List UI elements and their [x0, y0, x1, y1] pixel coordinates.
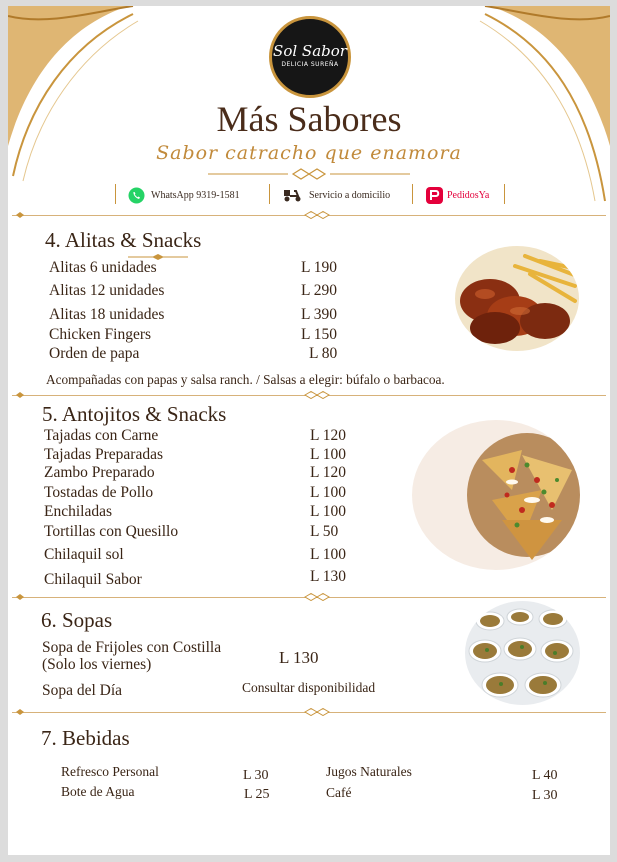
menu-item-name: Café	[326, 785, 352, 800]
menu-item-price: L 120	[310, 427, 347, 444]
menu-item-price: L 190	[301, 259, 338, 276]
menu-item-price: L 50	[310, 523, 339, 540]
scooter-icon	[283, 187, 303, 203]
menu-item-name: Sopa de Frijoles con Costilla	[42, 639, 222, 656]
ornament-icon	[304, 391, 330, 399]
menu-item-name: Jugos Naturales	[326, 764, 412, 779]
menu-page	[8, 6, 610, 855]
menu-item-name: Alitas 12 unidades	[49, 282, 165, 299]
soups-photo	[465, 601, 580, 705]
section-title-alitas: 4. Alitas & Snacks	[45, 228, 202, 252]
ornament-icon	[14, 593, 40, 601]
section-title-sopas: 6. Sopas	[41, 608, 113, 632]
menu-item-name: Enchiladas	[44, 503, 113, 520]
menu-item-price: L 130	[279, 648, 319, 667]
delivery-service	[283, 184, 390, 206]
menu-item-name: Tortillas con Quesillo	[44, 523, 179, 540]
whatsapp-contact[interactable]	[128, 184, 240, 206]
menu-item-name: Chilaquil Sabor	[44, 571, 142, 588]
delivery-label: Servicio a domicilio	[309, 189, 391, 201]
menu-item-name-note: (Solo los viernes)	[42, 656, 152, 673]
menu-item-price: L 290	[301, 282, 338, 299]
ornament-icon	[304, 593, 330, 601]
menu-item-name: Orden de papa	[49, 345, 140, 362]
section-title-bebidas: 7. Bebidas	[41, 726, 130, 750]
menu-item-price: L 100	[310, 503, 347, 520]
pedidosya-link[interactable]	[426, 184, 489, 206]
menu-item-price: L 150	[301, 326, 338, 343]
menu-item-price: L 30	[243, 768, 269, 783]
menu-item-price: L 390	[301, 306, 338, 323]
pedidosya-label: PedidosYa	[447, 189, 490, 201]
menu-item-name: Chilaquil sol	[44, 546, 124, 563]
ornament-icon	[208, 168, 410, 180]
contact-divider	[269, 184, 270, 204]
menu-item-name: Chicken Fingers	[49, 326, 152, 343]
ornament-icon	[14, 391, 40, 399]
menu-item-price: L 130	[310, 568, 347, 585]
section-title-antojitos: 5. Antojitos & Snacks	[42, 402, 227, 426]
menu-item-name: Tajadas Preparadas	[44, 446, 163, 463]
menu-item-name: Alitas 18 unidades	[49, 306, 165, 323]
ornament-icon	[304, 708, 330, 716]
page-subtitle: Sabor catracho que enamora	[156, 142, 462, 164]
menu-item-name: Tostadas de Pollo	[44, 484, 154, 501]
wings-photo	[455, 246, 579, 351]
menu-item-price: L 100	[310, 546, 347, 563]
contact-divider	[412, 184, 413, 204]
nachos-photo	[412, 420, 580, 570]
availability-note: Consultar disponibilidad	[242, 680, 376, 695]
menu-item-price: L 100	[310, 446, 347, 463]
logo	[269, 16, 351, 98]
menu-item-name: Tajadas con Carne	[44, 427, 159, 444]
menu-item-name: Refresco Personal	[61, 764, 159, 779]
menu-item-price: L 40	[532, 768, 558, 783]
menu-item-name: Bote de Agua	[61, 784, 135, 799]
pedidosya-icon	[426, 187, 443, 204]
ornament-icon	[14, 708, 40, 716]
whatsapp-number: WhatsApp 9319-1581	[151, 189, 240, 201]
menu-item-price: L 30	[532, 788, 558, 803]
page-title: Más Sabores	[216, 99, 402, 139]
menu-item-name: Alitas 6 unidades	[49, 259, 157, 276]
ornament-icon	[14, 211, 40, 219]
section-note: Acompañadas con papas y salsa ranch. / Salsas a elegir: búfalo o barbacoa.	[46, 372, 445, 387]
menu-item-name: Sopa del Día	[42, 682, 123, 699]
whatsapp-icon	[128, 187, 145, 204]
menu-item-price: L 80	[309, 345, 338, 362]
contact-divider	[504, 184, 505, 204]
menu-item-price: L 100	[310, 484, 347, 501]
menu-item-price: L 25	[244, 787, 270, 802]
menu-item-price: L 120	[310, 464, 347, 481]
menu-item-name: Zambo Preparado	[44, 464, 155, 481]
contact-divider	[115, 184, 116, 204]
logo-name: Sol Sabor	[273, 42, 347, 60]
logo-tagline: DELICIA SUREÑA	[281, 61, 339, 68]
ornament-icon	[304, 211, 330, 219]
